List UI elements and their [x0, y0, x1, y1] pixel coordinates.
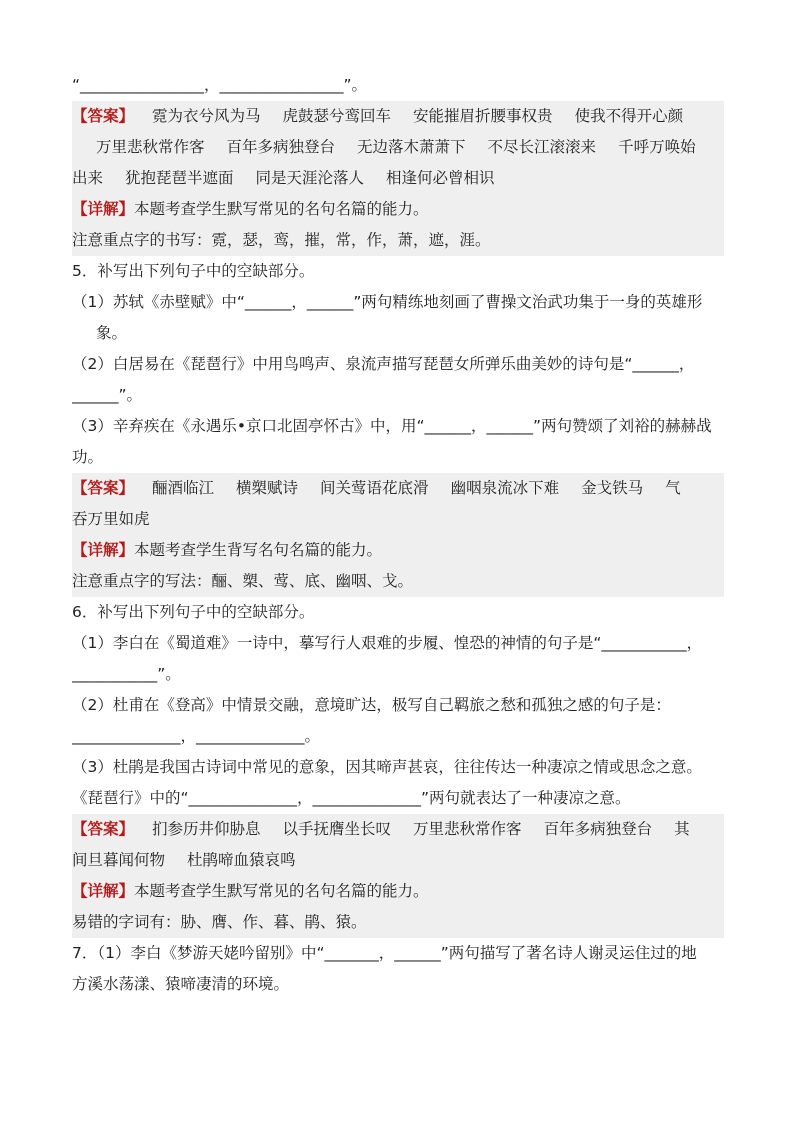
answer-item: 杜鹃啼血猿哀鸣: [187, 851, 296, 869]
text-line: [72, 194, 724, 225]
text-line: [72, 628, 724, 659]
answer-item: 横槊赋诗: [236, 479, 299, 497]
line-text: 象。: [96, 324, 128, 342]
line-text: 易错的字词有：胁、膺、作、暮、鹃、猿。: [72, 913, 367, 931]
text-line: [72, 256, 724, 287]
text-line: [72, 380, 724, 411]
answer-item: 百年多病独登台: [543, 820, 653, 838]
text-line: [72, 783, 724, 814]
answer-item: 金戈铁马: [581, 479, 644, 497]
answer-item: 使我不得开心颜: [574, 107, 684, 125]
line-text: （3）辛弃疾在《永遇乐•京口北固亭怀古》中，用“______，______”两句赞颂了刘裕的赫赫战: [72, 417, 712, 435]
line-text: （1）李白在《蜀道难》一诗中，摹写行人艰难的步履、惶恐的神情的句子是“___________，: [72, 634, 703, 652]
line-text: ___________”。: [72, 665, 181, 683]
document-page: [72, 70, 724, 1000]
text-line: [72, 349, 724, 380]
text-line: [72, 721, 724, 752]
answer-item: 间旦暮闻何物: [72, 851, 166, 869]
section-tag: 【答案】: [72, 107, 135, 125]
line-text: 注意重点字的书写：霓，瑟，鸾，摧，常，作，萧，遮，涯。: [72, 231, 491, 249]
text-line: [72, 132, 724, 163]
line-text: 注意重点字的写法：酾、槊、莺、底、幽咽、戈。: [72, 572, 414, 590]
text-line: [72, 101, 724, 132]
answer-item: 安能摧眉折腰事权贵: [413, 107, 553, 125]
section-tag: 【详解】: [72, 541, 135, 559]
section-tag: 【详解】: [72, 200, 135, 218]
answer-item: 无边落木萧萧下: [357, 138, 466, 156]
line-text: 7．（1）李白《梦游天姥吟留别》中“_______，______”两句描写了著名诗人谢灵运住过的地: [72, 944, 697, 962]
line-text: 本题考查学生背写名句名篇的能力。: [134, 541, 383, 559]
text-line: [72, 907, 724, 938]
answer-item: 出来: [72, 169, 104, 187]
text-line: [72, 504, 724, 535]
text-line: [72, 938, 724, 969]
text-line: [72, 876, 724, 907]
line-text: 6．补写出下列句子中的空缺部分。: [72, 603, 315, 621]
answer-item: 间关莺语花底滑: [320, 479, 429, 497]
answer-item: 万里悲秋常作客: [96, 138, 205, 156]
answer-item: 万里悲秋常作客: [413, 820, 522, 838]
text-line: [72, 535, 724, 566]
answer-item: 霓为衣兮风为马: [152, 107, 261, 125]
line-text: 本题考查学生默写常见的名句名篇的能力。: [134, 200, 429, 218]
answer-item: 千呼万唤始: [618, 138, 696, 156]
text-line: [72, 163, 724, 194]
line-text: （2）杜甫在《登高》中情景交融，意境旷达，极写自己羁旅之愁和孤独之感的句子是：: [72, 696, 671, 714]
text-line: [72, 411, 724, 442]
answer-item: 百年多病独登台: [226, 138, 336, 156]
line-text: 方溪水荡漾、猿啼凄清的环境。: [72, 975, 290, 993]
answer-item: 其: [674, 820, 690, 838]
text-line: [72, 814, 724, 845]
line-text: （2）白居易在《琵琶行》中用鸟鸣声、泉流声描写琵琶女所弹乐曲美妙的诗句是“______，: [72, 355, 695, 373]
answer-item: 吞万里如虎: [72, 510, 150, 528]
answer-item: 不尽长江滚滚来: [487, 138, 597, 156]
text-line: [72, 845, 724, 876]
line-text: 《琵琶行》中的“______________，______________”两句就表达了一种凄凉之意。: [72, 789, 631, 807]
line-text: ______”。: [72, 386, 143, 404]
text-line: [72, 690, 724, 721]
text-line: [72, 969, 724, 1000]
text-line: [72, 597, 724, 628]
answer-item: 幽咽泉流冰下难: [450, 479, 560, 497]
text-line: [72, 70, 724, 101]
line-text: （1）苏轼《赤壁赋》中“______，______”两句精练地刻画了曹操文治武功集于一身的英雄形: [72, 293, 703, 311]
text-line: [72, 659, 724, 690]
line-text: “________________，________________”。: [72, 76, 368, 94]
section-tag: 【详解】: [72, 882, 135, 900]
text-line: [72, 473, 724, 504]
line-text: 本题考查学生默写常见的名句名篇的能力。: [134, 882, 429, 900]
answer-item: 以手抚膺坐长叹: [282, 820, 392, 838]
answer-item: 酾酒临江: [152, 479, 215, 497]
section-tag: 【答案】: [72, 820, 135, 838]
line-text: 功。: [72, 448, 104, 466]
text-line: [72, 318, 724, 349]
line-text: ______________，______________。: [72, 727, 321, 745]
text-line: [72, 225, 724, 256]
answer-item: 虎鼓瑟兮鸾回车: [282, 107, 392, 125]
answer-item: 同是天涯沦落人: [255, 169, 365, 187]
line-text: 5．补写出下列句子中的空缺部分。: [72, 262, 315, 280]
text-line: [72, 442, 724, 473]
answer-item: 相逢何必曾相识: [386, 169, 495, 187]
line-text: （3）杜鹃是我国古诗词中常见的意象，因其啼声甚哀，往往传达一种凄凉之情或思念之意。: [72, 758, 702, 776]
answer-item: 气: [665, 479, 681, 497]
section-tag: 【答案】: [72, 479, 135, 497]
answer-item: 扪参历井仰胁息: [152, 820, 261, 838]
text-line: [72, 566, 724, 597]
answer-item: 犹抱琵琶半遮面: [125, 169, 234, 187]
text-line: [72, 287, 724, 318]
text-line: [72, 752, 724, 783]
